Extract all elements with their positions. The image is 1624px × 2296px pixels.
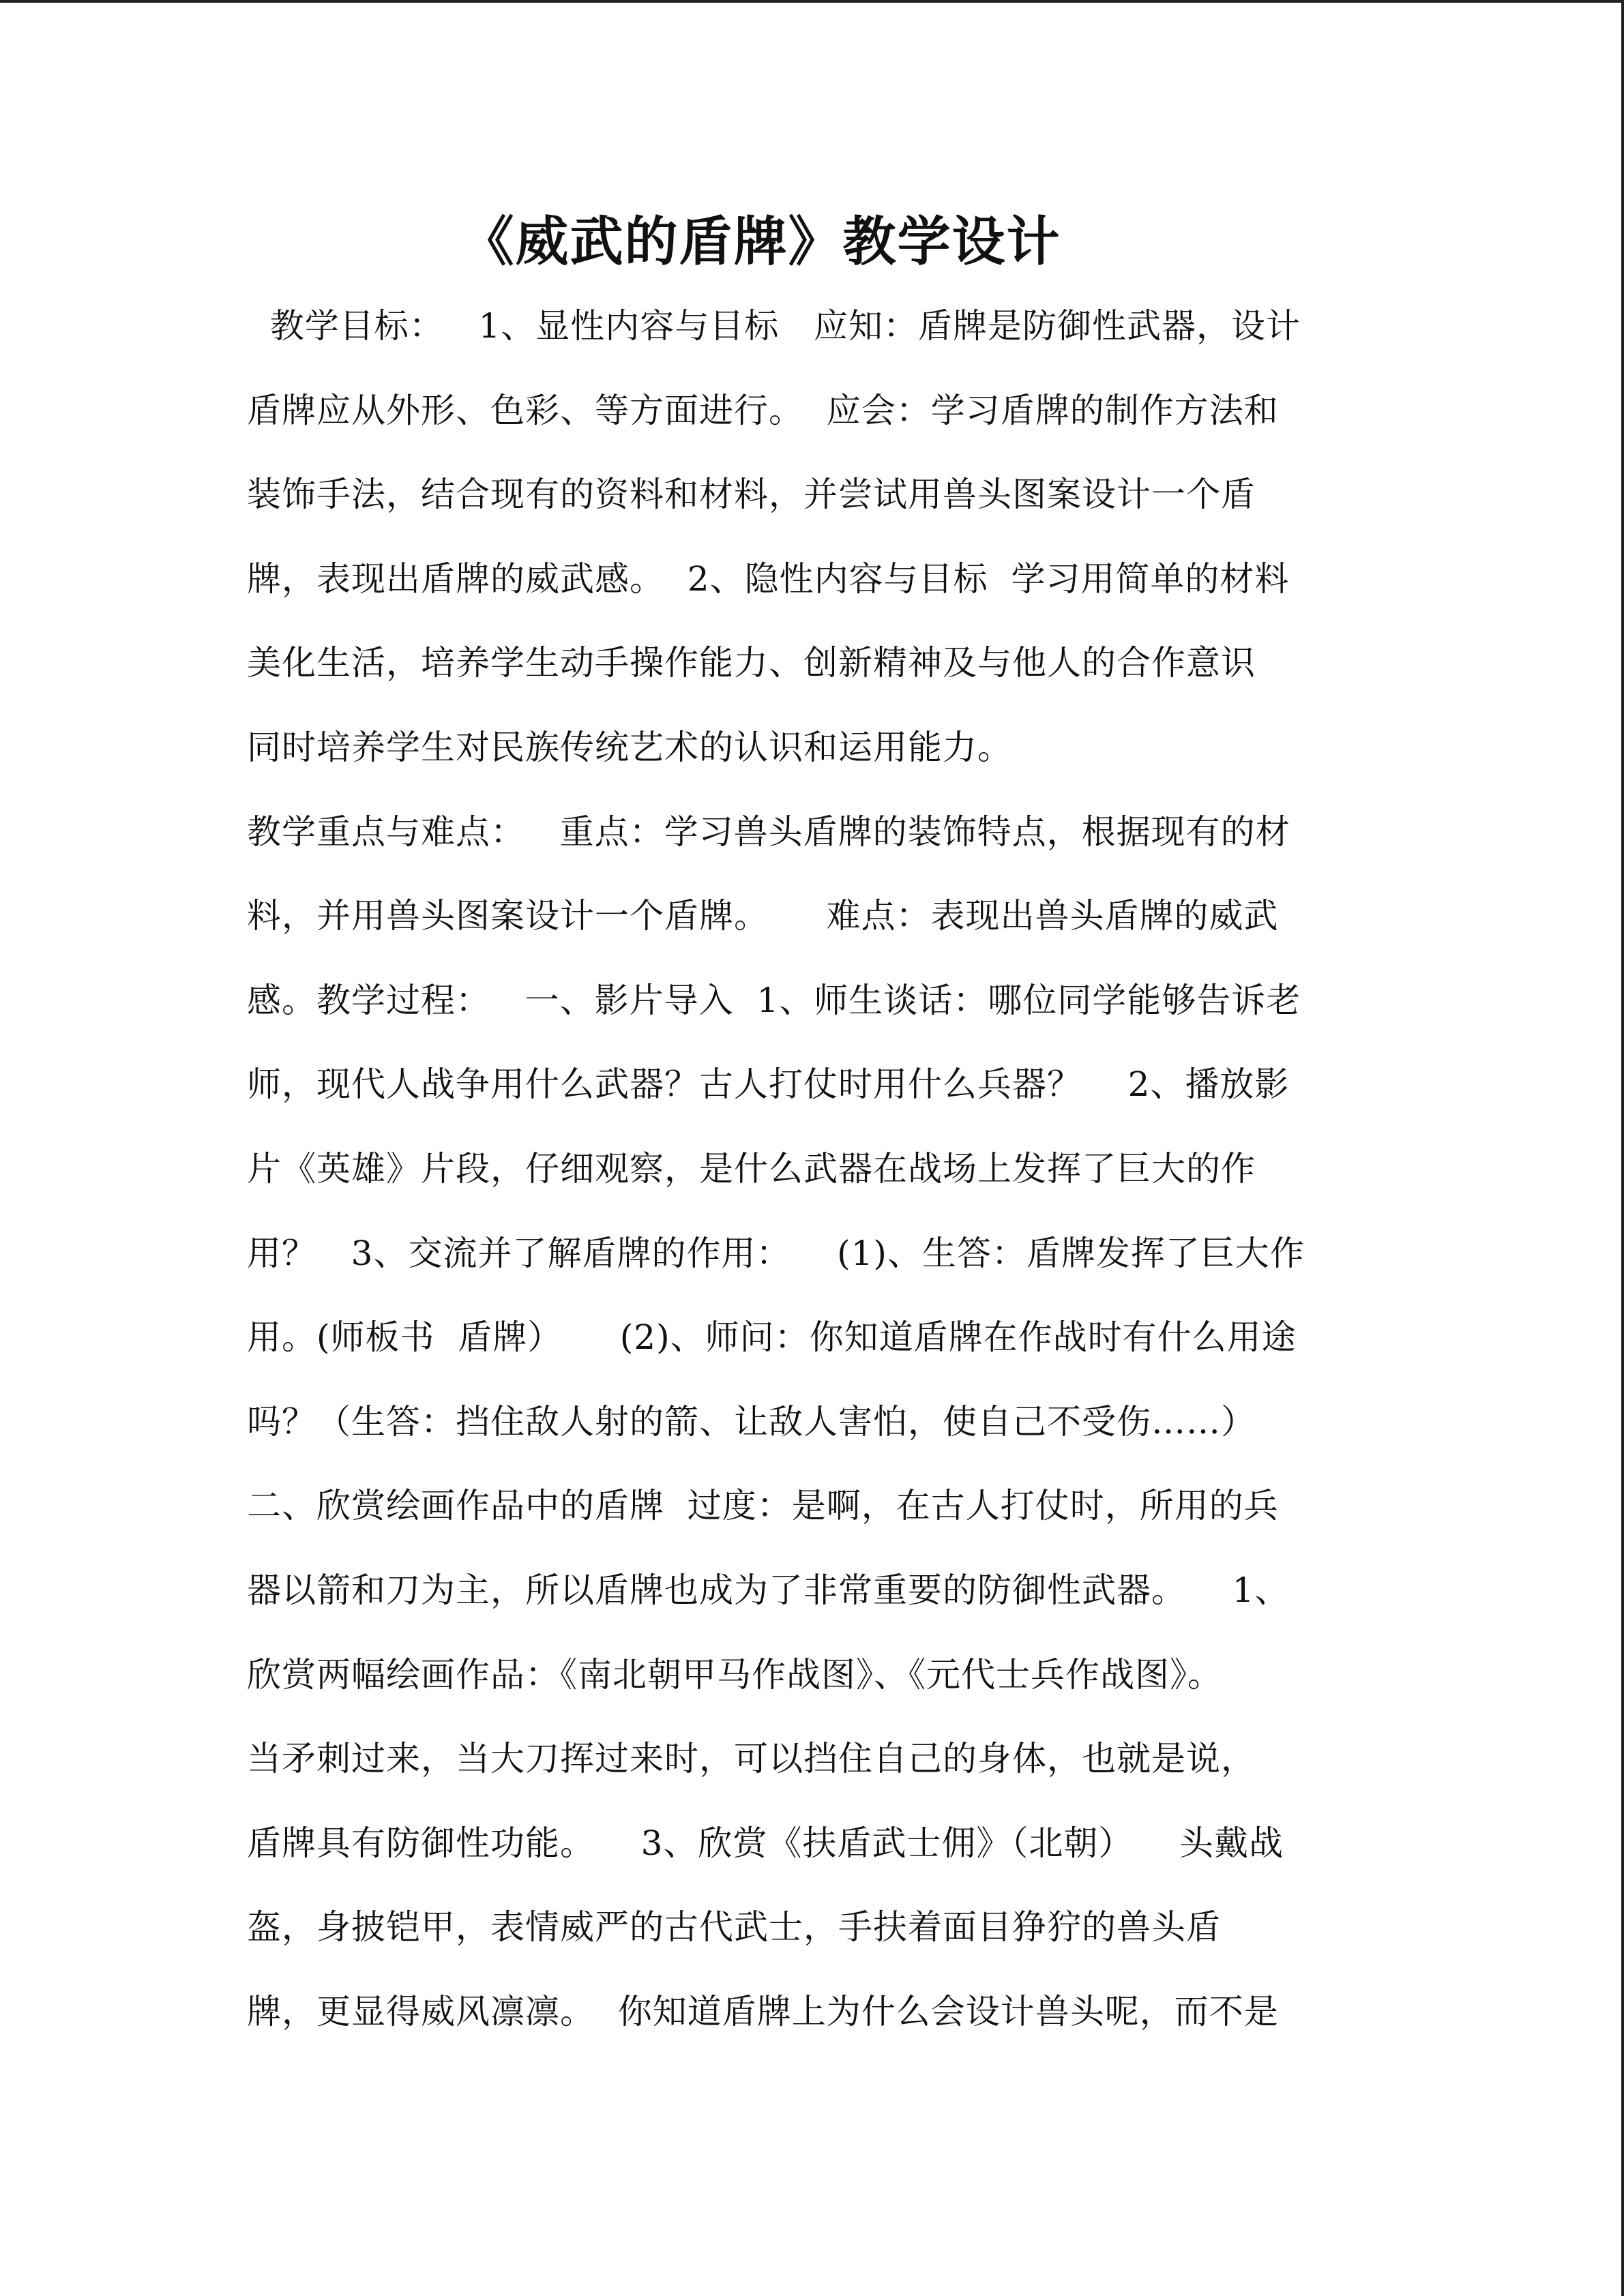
page-border-right <box>1621 0 1624 2296</box>
body-line: 师，现代人战争用什么武器？古人打仗时用什么兵器？ 2、播放影 <box>247 1064 1290 1105</box>
body-line: 用？ 3、交流并了解盾牌的作用： (1)、生答：盾牌发挥了巨大作 <box>247 1233 1305 1273</box>
document-title: 《威武的盾牌》教学设计 <box>460 211 1061 273</box>
body-line: 盔，身披铠甲，表情威严的古代武士，手扶着面目狰狞的兽头盾 <box>247 1907 1221 1948</box>
body-line: 教学目标： 1、显性内容与目标 应知：盾牌是防御性武器，设计 <box>247 306 1301 346</box>
body-line: 牌，表现出盾牌的威武感。 2、隐性内容与目标 学习用简单的材料 <box>247 558 1290 599</box>
body-line: 感。教学过程： 一、影片导入 1、师生谈话：哪位同学能够告诉老 <box>247 980 1301 1020</box>
body-line: 器以箭和刀为主，所以盾牌也成为了非常重要的防御性武器。 1、 <box>247 1570 1290 1610</box>
body-line: 片《英雄》片段，仔细观察，是什么武器在战场上发挥了巨大的作 <box>247 1148 1256 1189</box>
body-line: 教学重点与难点： 重点：学习兽头盾牌的装饰特点，根据现有的材 <box>247 811 1290 852</box>
body-line: 欣赏两幅绘画作品：《南北朝甲马作战图》、《元代士兵作战图》。 <box>247 1654 1222 1695</box>
body-line: 料，并用兽头图案设计一个盾牌。 难点：表现出兽头盾牌的威武 <box>247 896 1279 936</box>
document-body <box>247 284 1379 2054</box>
body-line: 二、欣赏绘画作品中的盾牌 过度：是啊，在古人打仗时，所用的兵 <box>247 1486 1279 1526</box>
body-line: 吗？（生答：挡住敌人射的箭、让敌人害怕，使自己不受伤……） <box>247 1401 1256 1442</box>
body-line: 牌，更显得威风凛凛。 你知道盾牌上为什么会设计兽头呢，而不是 <box>247 1991 1279 2031</box>
page-border-top <box>0 0 1624 3</box>
body-line: 装饰手法，结合现有的资料和材料，并尝试用兽头图案设计一个盾 <box>247 475 1256 515</box>
body-line: 美化生活，培养学生动手操作能力、创新精神及与他人的合作意识 <box>247 643 1256 683</box>
body-line: 当矛刺过来，当大刀挥过来时，可以挡住自己的身体，也就是说， <box>247 1739 1256 1779</box>
body-line: 用。(师板书 盾牌） (2)、师问：你知道盾牌在作战时有什么用途 <box>247 1317 1297 1358</box>
body-line: 同时培养学生对民族传统艺术的认识和运用能力。 <box>247 727 1012 767</box>
body-line: 盾牌应从外形、色彩、等方面进行。 应会：学习盾牌的制作方法和 <box>247 390 1279 430</box>
body-line: 盾牌具有防御性功能。 3、欣赏《扶盾武士佣》（北朝） 头戴战 <box>247 1823 1284 1863</box>
